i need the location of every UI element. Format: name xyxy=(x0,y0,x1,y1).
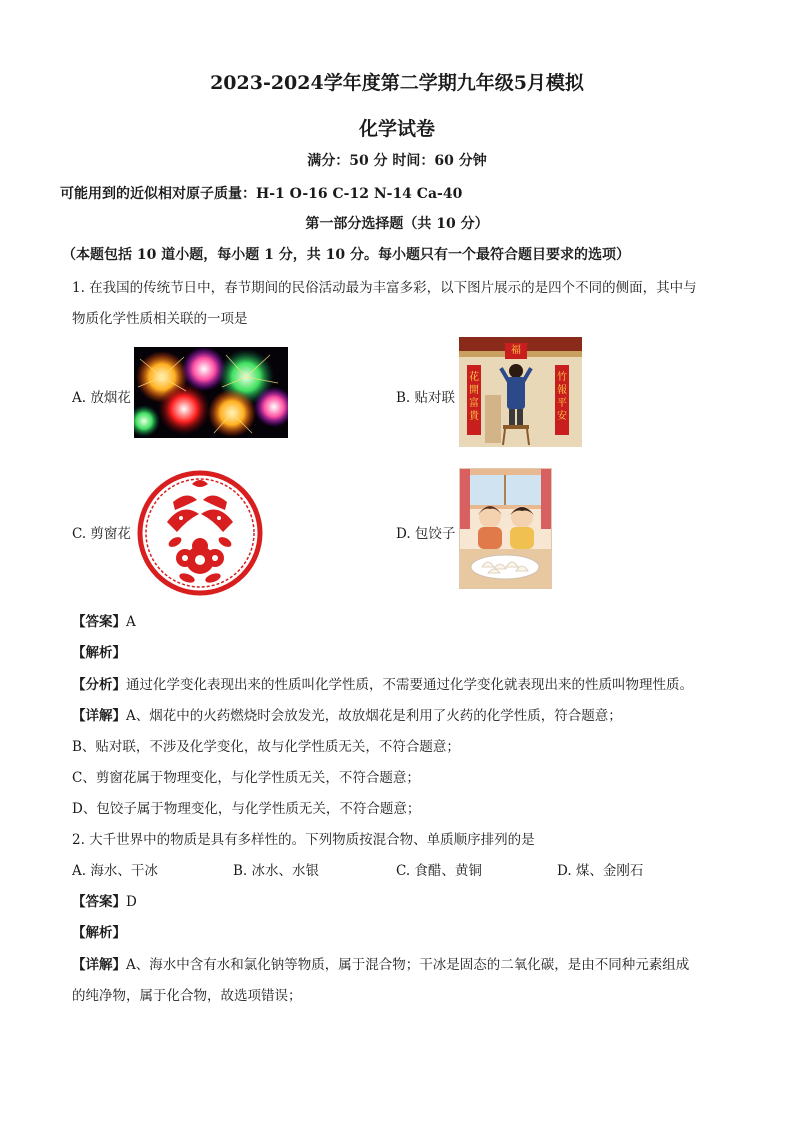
exam-subject: 化学试卷 xyxy=(358,118,435,140)
dumplings-drawing xyxy=(460,469,551,588)
q2-option-d: D. 煤、金刚石 xyxy=(557,863,644,879)
couplet-image xyxy=(459,337,582,447)
q1-detail-a-line xyxy=(72,704,622,724)
couplet-top-text: 福 xyxy=(511,345,521,356)
q2-option-a: A. 海水、干冰 xyxy=(72,863,158,879)
q2-stem: 2. 大千世界中的物质是具有多样性的。下列物质按混合物、单质顺序排列的是 xyxy=(72,832,535,848)
q1-answer-line xyxy=(72,610,136,630)
fireworks-drawing xyxy=(134,347,288,438)
paper-cut-image xyxy=(137,462,263,604)
exam-title: 2023-2024学年度第二学期九年级5月模拟 xyxy=(210,72,584,94)
section-title: 第一部分选择题（共 10 分） xyxy=(305,216,489,232)
q1-option-a-label: A. 放烟花 xyxy=(72,390,131,406)
detail-tag: 【详解】 xyxy=(72,708,126,724)
q1-stem-line1: 1. 在我国的传统节日中，春节期间的民俗活动最为丰富多彩，以下图片展示的是四个不同的侧面，其中与 xyxy=(72,280,697,296)
atomic-mass-line: 可能用到的近似相对原子质量：H-1 O-16 C-12 N-14 Ca-40 xyxy=(60,186,463,202)
q1-option-d-label: D. 包饺子 xyxy=(396,526,456,542)
q2-answer: D xyxy=(126,894,137,910)
q1-fenxi-text: 通过化学变化表现出来的性质叫化学性质，不需要通过化学变化就表现出来的性质叫物理性质。 xyxy=(126,677,693,693)
couplet-right-text: 竹報平安 xyxy=(557,372,567,422)
q2-answer-line xyxy=(72,890,137,910)
q1-detail-c: C、剪窗花属于物理变化，与化学性质无关，不符合题意； xyxy=(72,770,420,786)
q1-detail-b: B、贴对联，不涉及化学变化，故与化学性质无关，不符合题意； xyxy=(72,739,460,755)
q1-stem-line2: 物质化学性质相关联的一项是 xyxy=(72,311,248,327)
q1-detail-d: D、包饺子属于物理变化，与化学性质无关，不符合题意； xyxy=(72,801,421,817)
section-note: （本题包括 10 道小题，每小题 1 分，共 10 分。每小题只有一个最符合题目要求的选项） xyxy=(62,247,630,263)
answer-tag: 【答案】 xyxy=(72,894,126,910)
analysis-tag: 【解析】 xyxy=(72,925,126,941)
answer-tag: 【答案】 xyxy=(72,614,126,630)
exam-meta: 满分：50 分 时间：60 分钟 xyxy=(307,153,487,169)
q2-detail-a-text: A、海水中含有水和氯化钠等物质，属于混合物；干冰是固态的二氧化碳，是由不同种元素组成 xyxy=(126,957,690,973)
dumplings-image xyxy=(459,468,552,589)
fenxi-tag: 【分析】 xyxy=(72,677,126,693)
q1-option-b-label: B. 贴对联 xyxy=(396,390,456,406)
q2-detail-a-line1 xyxy=(72,953,689,973)
q1-analysis-line xyxy=(72,641,126,661)
q2-option-c: C. 食醋、黄铜 xyxy=(396,863,482,879)
q2-analysis-line xyxy=(72,921,126,941)
q1-fenxi-line xyxy=(72,673,693,693)
q2-option-b: B. 冰水、水银 xyxy=(233,863,320,879)
detail-tag: 【详解】 xyxy=(72,957,126,973)
q1-option-c-label: C. 剪窗花 xyxy=(72,526,131,542)
q1-detail-a: A、烟花中的火药燃烧时会放发光，故放烟花是利用了火药的化学性质，符合题意； xyxy=(126,708,622,724)
analysis-tag: 【解析】 xyxy=(72,645,126,661)
q1-answer: A xyxy=(126,614,136,630)
fireworks-image xyxy=(134,347,288,438)
couplet-left-text: 花開富貴 xyxy=(469,372,479,422)
paper-cut-drawing xyxy=(137,462,263,604)
q2-detail-a-line2: 的纯净物，属于化合物，故选项错误； xyxy=(72,988,302,1004)
